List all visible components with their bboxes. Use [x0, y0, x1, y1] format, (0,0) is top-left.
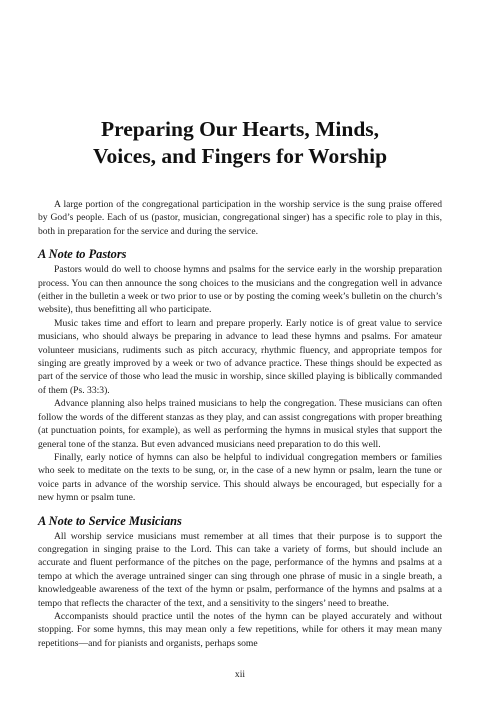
page-number: xii [234, 669, 246, 680]
intro-paragraph: A large portion of the congregational participation in the worship service is the sung praise offered by God’s people. Each of us (pastor, musician, congregational singer) has a specific role to play in this, both in preparation for the service and during the service. [38, 199, 442, 237]
section-heading-musicians: A Note to Service Musicians [38, 513, 182, 528]
pastors-paragraph-4: Finally, early notice of hymns can also be helpful to individual congregation members or families who seek to meditate on the texts to be sung, or, in the case of a new hymn or psalm, learn the tune or voice parts in advance of the worship service. This should always be encouraged, but especially for a new hymn or psalm tune. [38, 451, 442, 504]
page-title-line-2: Voices, and Fingers for Worship [92, 144, 388, 168]
pastors-paragraph-1: Pastors would do well to choose hymns and psalms for the service early in the worship preparation process. You can then announce the song choices to the musicians and the congregation well in advance (either in the bulletin a week or two prior to use or by posting the coming week’s bulletin on the church’s website), thus benefitting all who participate. [38, 264, 442, 316]
page-title [38, 0, 442, 170]
section-heading-pastors: A Note to Pastors [38, 247, 127, 262]
pastors-paragraph-3: Advance planning also helps trained musicians to help the congregation. These musicians can often follow the words of the different stanzas as they play, and can assist congregations with proper breathing (at punctuation points, for example), as well as performing the hymns in musical styles that support the general tone of the stanza. But even advanced musicians need preparation to do this well. [38, 398, 442, 450]
musicians-paragraph-1: All worship service musicians must remember at all times that their purpose is to support the congregation in singing praise to the Lord. This can take a variety of forms, but should include an accurate and fluent performance of the pitches on the page, performance of the hymns and psalms at a tempo at which the average untrained singer can sing through one phrase of music in a single breath, a knowledgeable awareness of the text of the hymn or psalm, performance of the hymns and psalms at a tempo that reflects the character of the text, and a sensitivity to the singers’ need to breathe. [38, 530, 442, 609]
page-title-line-1: Preparing Our Hearts, Minds, [100, 117, 380, 141]
musicians-paragraph-2: Accompanists should practice until the notes of the hymn can be played accurately and without stopping. For some hymns, this may mean only a few repetitions, while for others it may mean many repetitions—and for pianists and organists, perhaps some [38, 610, 442, 649]
pastors-paragraph-2: Music takes time and effort to learn and prepare properly. Early notice is of great value to service musicians, who should always be preparing in advance to lead these hymns and psalms. For amateur volunteer musicians, rudiments such as pitch accuracy, rhythmic fluency, and appropriate tempos for singing are greatly improved by a week or two of advance practice. These things should be expected as part of the service of those who lead the music in worship, since skilled playing is biblically commanded of them (Ps. 33:3). [38, 317, 442, 396]
